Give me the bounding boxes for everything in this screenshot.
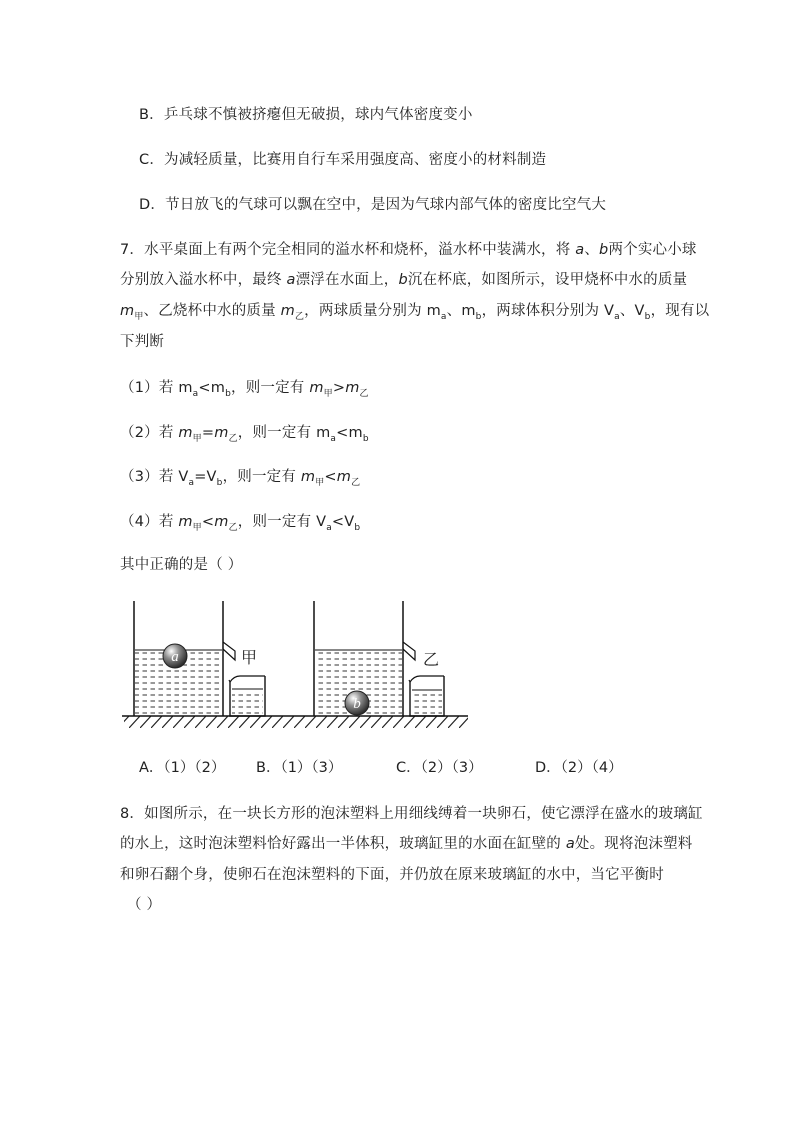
text: 、 bbox=[584, 242, 600, 258]
sub: 甲 bbox=[192, 433, 202, 444]
var: m bbox=[300, 469, 316, 485]
var: b bbox=[599, 242, 609, 258]
beaker-left bbox=[229, 676, 265, 716]
text: ，则一定有 V bbox=[237, 514, 327, 530]
var: a bbox=[286, 272, 296, 288]
q8-line-3: 和卵石翻个身，使卵石在泡沫塑料的下面，并仍放在原来玻璃缸的水中，当它平衡时 bbox=[120, 867, 664, 883]
ground bbox=[122, 716, 468, 728]
var: m bbox=[120, 303, 135, 319]
sub: a bbox=[330, 433, 337, 444]
var: m bbox=[309, 380, 324, 396]
text: < bbox=[324, 469, 337, 485]
statement-1 bbox=[120, 376, 369, 399]
text: 7．水平桌面上有两个完全相同的溢水杯和烧杯，溢水杯中装满水，将 bbox=[120, 242, 576, 258]
text: （1）若 m bbox=[120, 380, 193, 396]
statement-2 bbox=[120, 421, 369, 444]
sub: 乙 bbox=[228, 433, 238, 444]
text: ，现有以 bbox=[650, 303, 710, 319]
text: 两个实心小球 bbox=[608, 242, 697, 258]
ball-b bbox=[345, 691, 369, 715]
text: = bbox=[201, 425, 215, 441]
sub: 甲 bbox=[134, 311, 144, 322]
q8-line-2 bbox=[120, 832, 693, 853]
q7-line-3 bbox=[120, 299, 709, 322]
text: < bbox=[201, 514, 215, 530]
text: ，则一定有 m bbox=[237, 425, 331, 441]
sub: b bbox=[225, 388, 231, 399]
q7-line-1 bbox=[120, 238, 697, 259]
text: 漂浮在水面上， bbox=[295, 272, 399, 288]
sub: a bbox=[188, 477, 195, 488]
text: （2）若 bbox=[120, 425, 179, 441]
text: <V bbox=[331, 514, 355, 530]
ball-a-label: a bbox=[171, 649, 179, 665]
text: ，则一定有 bbox=[222, 469, 301, 485]
text: 沉在杯底，如图所示，设甲烧杯中水的质量 bbox=[407, 272, 688, 288]
option-b-line: B．乒乓球不慎被挤瘪但无破损，球内气体密度变小 bbox=[139, 107, 473, 123]
q7-line-4: 下判断 bbox=[120, 334, 165, 350]
text: 、V bbox=[619, 303, 645, 319]
sub: 甲 bbox=[315, 477, 325, 488]
choice-d[interactable]: D．（2）（4） bbox=[535, 760, 623, 776]
var: a bbox=[565, 836, 575, 852]
statement-3 bbox=[120, 465, 360, 488]
text: 的水上，这时泡沫塑料恰好露出一半体积，玻璃缸里的水面在缸壁的 bbox=[120, 836, 566, 852]
option-d-line: D．节日放飞的气球可以飘在空中，是因为气球内部气体的密度比空气大 bbox=[139, 197, 607, 213]
option-c-line: C．为减轻质量，比赛用自行车采用强度高、密度小的材料制造 bbox=[139, 152, 547, 168]
text: （4）若 bbox=[120, 514, 179, 530]
q8-line-1: 8．如图所示，在一块长方形的泡沫塑料上用细线缚着一块卵石，使它漂浮在盛水的玻璃缸 bbox=[120, 806, 703, 822]
sub: 乙 bbox=[294, 311, 305, 322]
var: m bbox=[345, 380, 360, 396]
sub: 甲 bbox=[192, 522, 202, 533]
text: （3）若 V bbox=[120, 469, 189, 485]
text: ，两球体积分别为 V bbox=[481, 303, 615, 319]
sub: a bbox=[326, 522, 332, 533]
var: m bbox=[280, 303, 295, 319]
sub: b bbox=[216, 477, 223, 488]
sub: b bbox=[644, 311, 651, 322]
beaker-right bbox=[409, 676, 444, 716]
var: a bbox=[575, 242, 585, 258]
text: 分别放入溢水杯中，最终 bbox=[120, 272, 287, 288]
label-yi: 乙 bbox=[423, 650, 440, 669]
sub: a bbox=[192, 388, 199, 399]
sub: a bbox=[440, 311, 447, 322]
text: 、乙烧杯中水的质量 bbox=[143, 303, 281, 319]
sub: a bbox=[614, 311, 620, 322]
text: ，两球质量分别为 m bbox=[304, 303, 441, 319]
q7-prompt: 其中正确的是（ ） bbox=[120, 557, 243, 573]
text: ，则一定有 bbox=[231, 380, 310, 396]
overflow-cups-figure bbox=[118, 596, 478, 730]
var: m bbox=[178, 514, 193, 530]
choice-c[interactable]: C．（2）（3） bbox=[396, 760, 483, 776]
choice-a[interactable]: A．（1）（2） bbox=[139, 760, 226, 776]
var: m bbox=[336, 469, 352, 485]
text: > bbox=[332, 380, 346, 396]
var: b bbox=[398, 272, 408, 288]
label-jia: 甲 bbox=[241, 648, 258, 667]
sub: b bbox=[475, 311, 482, 322]
text: 处。现将泡沫塑料 bbox=[574, 836, 693, 852]
ball-b-label: b bbox=[353, 696, 361, 712]
var: m bbox=[214, 514, 229, 530]
ball-a bbox=[163, 644, 187, 668]
sub: 乙 bbox=[228, 522, 238, 533]
text: =V bbox=[194, 469, 217, 485]
text: 、m bbox=[446, 303, 476, 319]
text: <m bbox=[198, 380, 226, 396]
var: m bbox=[178, 425, 193, 441]
sub: 甲 bbox=[323, 388, 333, 399]
choice-b[interactable]: B．（1）（3） bbox=[256, 760, 343, 776]
sub: b bbox=[354, 522, 361, 533]
sub: b bbox=[362, 433, 369, 444]
sub: 乙 bbox=[351, 477, 361, 488]
sub: 乙 bbox=[359, 388, 369, 399]
q8-line-4: （ ） bbox=[127, 897, 162, 913]
var: m bbox=[214, 425, 229, 441]
q7-line-2 bbox=[120, 268, 687, 289]
statement-4 bbox=[120, 510, 360, 533]
text: <m bbox=[336, 425, 363, 441]
